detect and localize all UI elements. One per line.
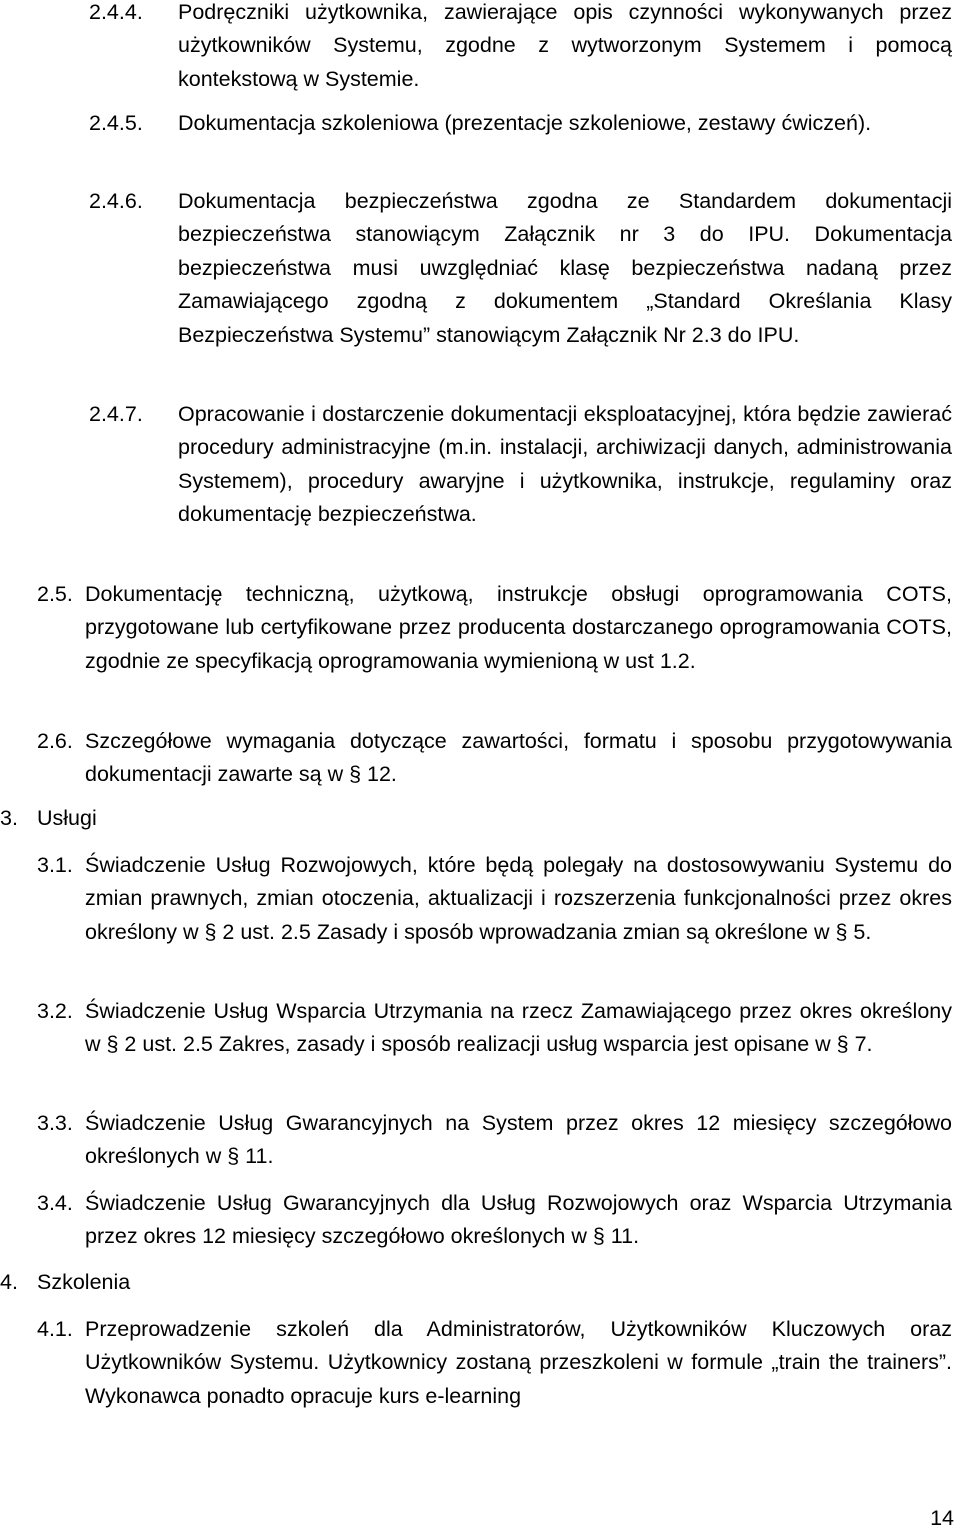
section-number: 4. <box>0 1270 18 1294</box>
section-title: Szkolenia <box>37 1270 131 1294</box>
item-text: Dokumentację techniczną, użytkową, instrukcje obsługi oprogramowania COTS, przygotowane lub certyfikowane przez producenta dostarczanego oprogramowania COTS, zgodnie ze specyfikacją oprogramowania wymienioną w ust 1.2. <box>85 582 952 673</box>
item-number: 3.2. <box>37 999 73 1023</box>
list-item-2-5 <box>37 578 952 678</box>
list-item-2-6 <box>37 725 952 792</box>
item-number: 3.3. <box>37 1111 73 1135</box>
item-text: Świadczenie Usług Wsparcia Utrzymania na rzecz Zamawiającego przez okres określony w § 2 ust. 2.5 Zakres, zasady i sposób realizacji usług wsparcia jest opisane w § 7. <box>85 999 952 1057</box>
item-text: Szczegółowe wymagania dotyczące zawartości, formatu i sposobu przygotowywania dokumentacji zawarte są w § 12. <box>85 729 952 787</box>
item-number: 2.4.6. <box>89 189 143 213</box>
list-item-2-4-5 <box>89 107 952 140</box>
section-number: 3. <box>0 806 18 830</box>
item-number: 3.1. <box>37 853 73 877</box>
item-text: Dokumentacja bezpieczeństwa zgodna ze Standardem dokumentacji bezpieczeństwa stanowiącym Załącznik nr 3 do IPU. Dokumentacja bezpieczeństwa musi uwzględniać klasę bezpieczeństwa nadaną przez Zamawiającego zgodną z dokumentem „Standard Określania Klasy Bezpieczeństwa Systemu” stanowiącym Załącznik Nr 2.3 do IPU. <box>178 189 952 347</box>
item-number: 2.5. <box>37 582 73 606</box>
section-heading-uslugi <box>0 802 300 835</box>
item-text: Przeprowadzenie szkoleń dla Administratorów, Użytkowników Kluczowych oraz Użytkowników Systemu. Użytkownicy zostaną przeszkoleni w formule „train the trainers”. Wykonawca ponadto opracuje kurs e-learning <box>85 1317 952 1408</box>
list-item-3-1 <box>37 849 952 949</box>
list-item-3-3 <box>37 1107 952 1174</box>
section-heading-szkolenia <box>0 1266 300 1299</box>
item-number: 4.1. <box>37 1317 73 1341</box>
list-item-4-1 <box>37 1313 952 1413</box>
page-number: 14 <box>930 1506 954 1530</box>
item-text: Świadczenie Usług Gwarancyjnych na System przez okres 12 miesięcy szczegółowo określonych w § 11. <box>85 1111 952 1169</box>
item-text: Świadczenie Usług Gwarancyjnych dla Usług Rozwojowych oraz Wsparcia Utrzymania przez okres 12 miesięcy szczegółowo określonych w § 11. <box>85 1191 952 1249</box>
list-item-2-4-7 <box>89 398 952 532</box>
item-number: 2.4.5. <box>89 111 143 135</box>
item-text: Świadczenie Usług Rozwojowych, które będą polegały na dostosowywaniu Systemu do zmian prawnych, zmian otoczenia, aktualizacji i rozszerzenia funkcjonalności przez okres określony w § 2 ust. 2.5 Zasady i sposób wprowadzania zmian są określone w § 5. <box>85 853 952 944</box>
section-title: Usługi <box>37 806 97 830</box>
item-text: Dokumentacja szkoleniowa (prezentacje szkoleniowe, zestawy ćwiczeń). <box>178 111 872 135</box>
list-item-2-4-6 <box>89 185 952 352</box>
item-number: 2.6. <box>37 729 73 753</box>
list-item-2-4-4 <box>89 0 952 96</box>
list-item-3-2 <box>37 995 952 1062</box>
item-number: 2.4.4. <box>89 0 143 24</box>
item-text: Podręczniki użytkownika, zawierające opis czynności wykonywanych przez użytkowników Systemu, zgodne z wytworzonym Systemem i pomocą kontekstową w Systemie. <box>178 0 952 91</box>
item-number: 2.4.7. <box>89 402 143 426</box>
item-number: 3.4. <box>37 1191 73 1215</box>
list-item-3-4 <box>37 1187 952 1254</box>
item-text: Opracowanie i dostarczenie dokumentacji eksploatacyjnej, która będzie zawierać procedury administracyjne (m.in. instalacji, archiwizacji danych, administrowania Systemem), procedury awaryjne i użytkownika, instrukcje, regulaminy oraz dokumentację bezpieczeństwa. <box>178 402 952 527</box>
